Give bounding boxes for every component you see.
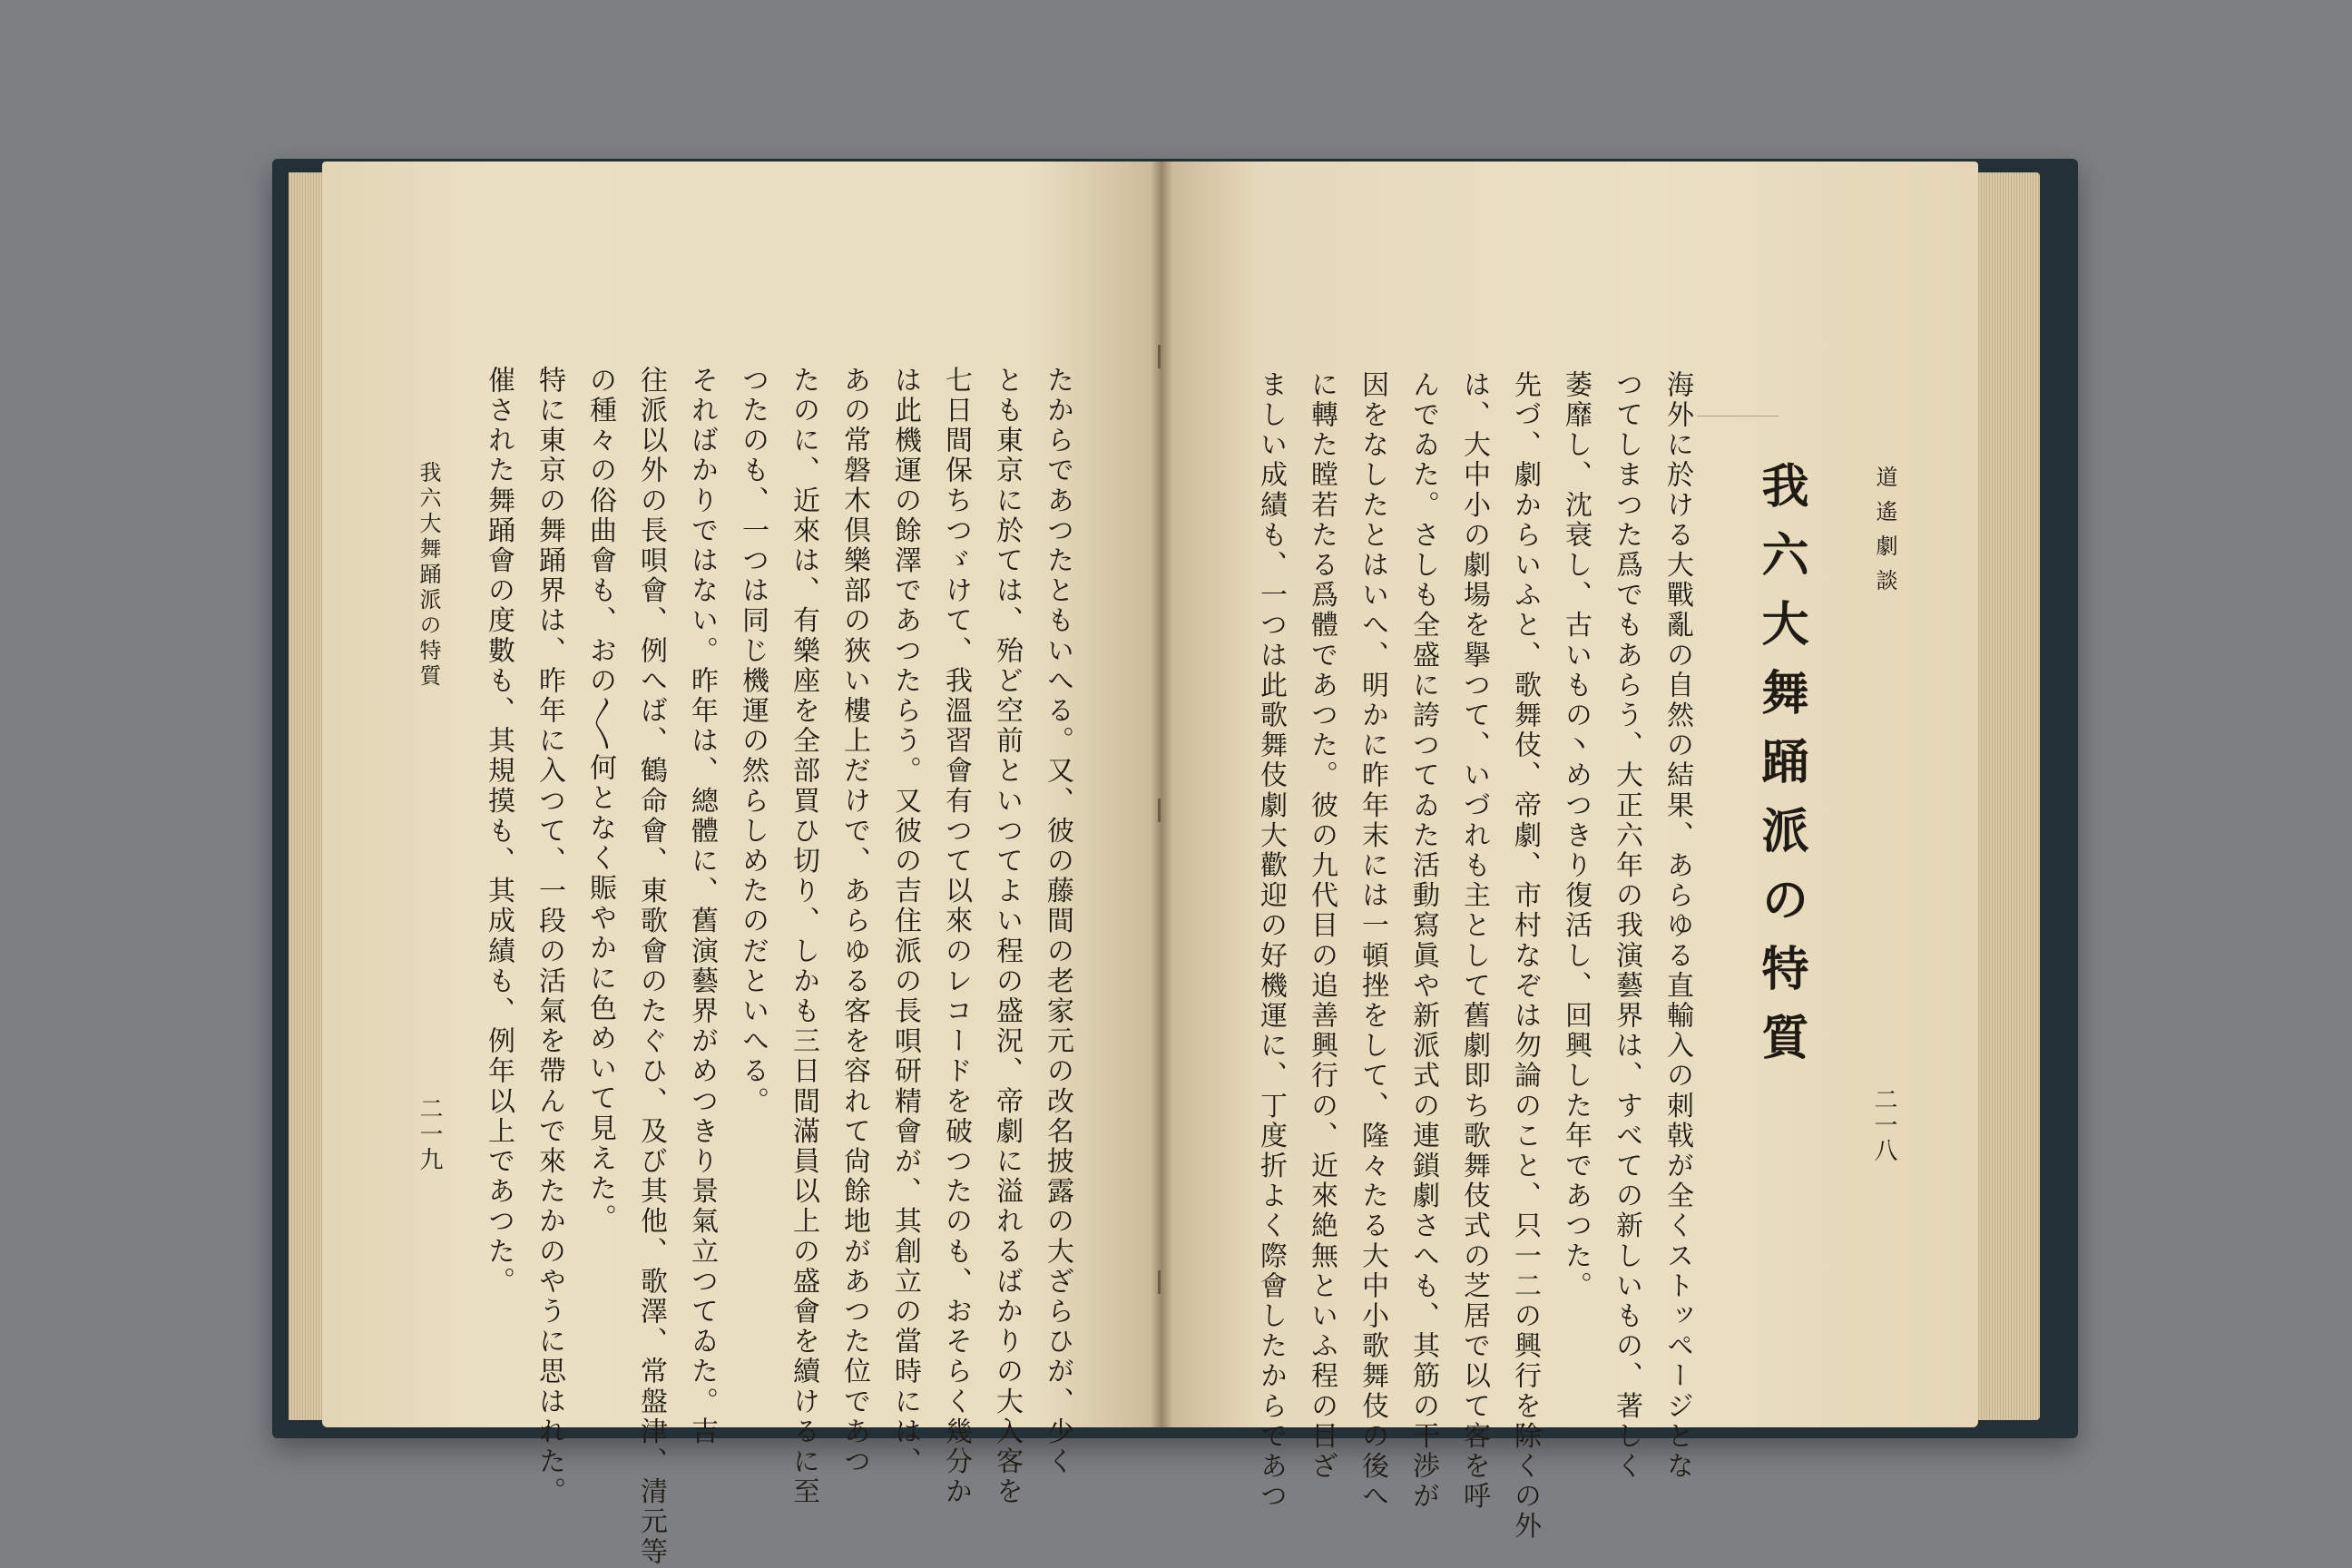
right-page bbox=[1161, 162, 1978, 1542]
right-text-column-9: ましい成績も、一つは此歌舞伎劇大歡迎の好機運に、丁度折よく際會したからであつ bbox=[1255, 370, 1287, 1512]
article-title: 我六大舞踊派の特質 bbox=[1753, 461, 1808, 1082]
page-number: 二一九 bbox=[416, 1096, 443, 1172]
right-text-column-1: 海外に於ける大戰亂の自然の結果、あらゆる直輸入の刺戟が全くストッページとな bbox=[1661, 370, 1693, 1482]
left-text-column-7: つたのも、一つは同じ機運の然らしめたのだといへる。 bbox=[737, 366, 769, 1117]
binding-stitch bbox=[1158, 799, 1161, 822]
left-text-column-6: たのに、近來は、有樂座を全部買ひ切り、しかも三日間滿員以上の盛會を續けるに至 bbox=[788, 366, 819, 1507]
right-text-column-4: 先づ、劇からいふと、歌舞伎、帝劇、市村なぞは勿論のこと、只一二の興行を除くの外 bbox=[1509, 370, 1541, 1542]
page-edges-right bbox=[1976, 172, 2040, 1420]
gutter-shadow bbox=[1151, 162, 1172, 1427]
right-text-column-3: 萎靡し、沈衰し、古いもの丶めつきり復活し、回興した年であつた。 bbox=[1560, 370, 1592, 1302]
right-text-column-6: んでゐた。さしも全盛に誇つてゐた活動寫眞や新派式の連鎖劇さへも、其筋の干渉が bbox=[1407, 370, 1439, 1512]
left-text-column-10: の種々の俗曲會も、おの〳〵何となく賑やかに色めいて見えた。 bbox=[584, 366, 616, 1234]
page-number: 二一八 bbox=[1870, 1087, 1897, 1163]
page-edges-left bbox=[289, 172, 325, 1420]
left-text-column-9: 往派以外の長唄會、例へば、鶴命會、東歌會のたぐひ、及び其他、歌澤、常盤津、清元等 bbox=[635, 366, 667, 1567]
left-text-column-11: 特に東京の舞踊界は、昨年に入つて、一段の活氣を帶んで來たかのやうに思はれた。 bbox=[534, 366, 565, 1507]
left-text-column-5: あの常磐木倶樂部の狹い樓上だけで、あらゆる客を容れて尙餘地があつた位であつ bbox=[838, 366, 870, 1477]
right-text-column-7: 因をなしたとはいへ、明かに昨年末には一頓挫をして、隆々たる大中小歌舞伎の後へ bbox=[1357, 370, 1388, 1512]
right-text-column-5: は、大中小の劇場を擧つて、いづれも主として舊劇即ち歌舞伎式の芝居で以て客を呼 bbox=[1458, 370, 1490, 1512]
binding-stitch bbox=[1158, 1270, 1161, 1294]
binding-stitch bbox=[1158, 345, 1161, 368]
running-header: 道遙劇談 bbox=[1872, 466, 1897, 603]
right-text-column-8: に轉た瞠若たる爲體であつた。彼の九代目の追善興行の、近來絶無といふ程の目ざ bbox=[1306, 370, 1338, 1482]
left-text-column-8: そればかりではない。昨年は、總體に、舊演藝界がめつきり景氣立つてゐた。吉 bbox=[686, 366, 718, 1447]
left-text-column-2: とも東京に於ては、殆ど空前といつてよい程の盛況、帝劇に溢れるばかりの大入客を bbox=[991, 366, 1023, 1507]
left-page bbox=[322, 162, 1161, 1567]
left-text-column-3: 七日間保ちつゞけて、我溫習會有つて以來のレコードを破つたのも、おそらく幾分か bbox=[940, 366, 972, 1507]
right-text-column-2: つてしまつた爲でもあらう、大正六年の我演藝界は、すべての新しいもの、著しく bbox=[1611, 370, 1642, 1482]
left-text-column-4: は此機運の餘澤であつたらう。又彼の吉住派の長唄研精會が、其創立の當時には、 bbox=[889, 366, 921, 1477]
left-text-column-1: たからであつたともいへる。又、彼の藤間の老家元の改名披露の大ざらひが、少く bbox=[1042, 366, 1073, 1477]
running-footer-title: 我六大舞踊派の特質 bbox=[416, 461, 441, 690]
left-text-column-12: 催された舞踊會の度數も、其規摸も、其成績も、例年以上であつた。 bbox=[483, 366, 514, 1298]
